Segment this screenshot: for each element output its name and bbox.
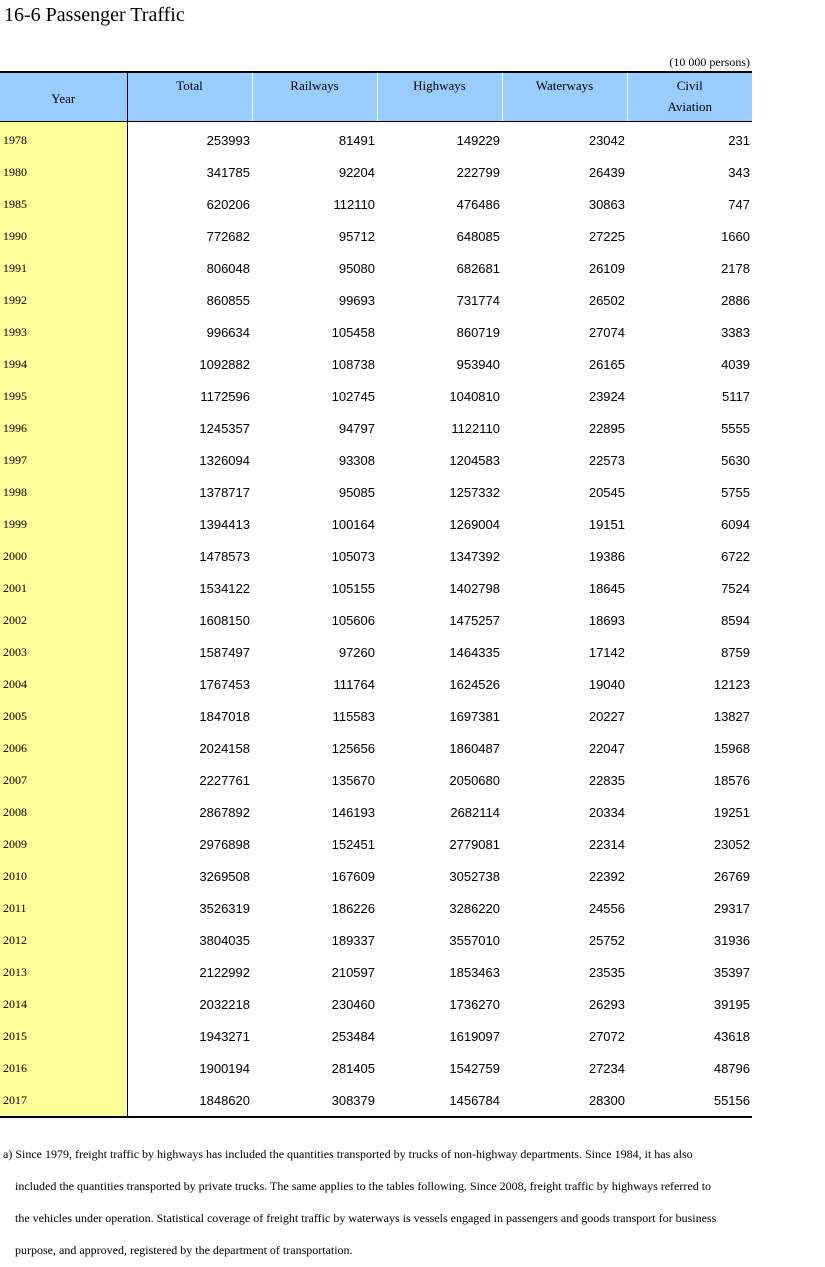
civil-aviation-cell: 55156 — [627, 1084, 752, 1117]
total-cell: 620206 — [206, 196, 250, 212]
waterways-cell: 30863 — [588, 196, 625, 212]
civil-aviation-cell: 23052 — [713, 836, 750, 852]
year-cell: 1998 — [0, 476, 127, 508]
footnote-line: included the quantities transported by private trucks. The same applies to the tables following. Since 2008, freight traffic by highways referred to — [15, 1179, 712, 1193]
civil-aviation-cell: 48796 — [713, 1060, 750, 1076]
table-row — [0, 988, 752, 1020]
table-row — [0, 924, 752, 956]
table-row — [0, 636, 752, 668]
total-cell: 1172596 — [200, 388, 250, 404]
table-header-row — [0, 72, 752, 122]
header-year: Year — [0, 72, 127, 122]
total-cell: 1478573 — [199, 548, 250, 564]
total-cell: 341785 — [206, 164, 250, 180]
header-total: Total — [127, 72, 252, 122]
year-cell: 2004 — [0, 668, 127, 700]
table-row — [0, 892, 752, 924]
total-cell: 1587497 — [199, 644, 250, 660]
highways-cell: 1853463 — [449, 964, 500, 980]
total-cell: 1534122 — [199, 580, 250, 596]
railways-cell: 189337 — [331, 932, 375, 948]
waterways-cell: 18693 — [588, 612, 625, 628]
total-cell: 1378717 — [199, 484, 250, 500]
total-cell: 1245357 — [199, 420, 250, 436]
railways-cell: 115583 — [332, 708, 375, 724]
railways-cell: 230460 — [331, 996, 375, 1012]
railways-cell: 125656 — [331, 740, 375, 756]
year-cell: 1994 — [0, 348, 127, 380]
table-row — [0, 796, 752, 828]
total-cell: 1943271 — [199, 1028, 250, 1044]
table-row — [0, 700, 752, 732]
highways-cell: 1619097 — [449, 1028, 500, 1044]
railways-cell: 95712 — [338, 228, 375, 244]
civil-aviation-cell: 12123 — [713, 676, 750, 692]
railways-cell: 94797 — [338, 420, 375, 436]
waterways-cell: 27234 — [588, 1060, 625, 1076]
total-cell: 996634 — [206, 324, 250, 340]
railways-cell: 135670 — [331, 772, 375, 788]
civil-aviation-cell: 8594 — [721, 612, 750, 628]
total-cell: 1394413 — [199, 516, 250, 532]
waterways-cell: 23924 — [588, 388, 625, 404]
railways-cell: 111764 — [333, 676, 375, 692]
year-cell: 1997 — [0, 444, 127, 476]
highways-cell: 1464335 — [449, 644, 500, 660]
waterways-cell: 26109 — [588, 260, 625, 276]
civil-aviation-cell: 343 — [728, 164, 750, 180]
civil-aviation-cell: 39195 — [713, 996, 750, 1012]
railways-cell: 105073 — [331, 548, 375, 564]
table-body — [0, 122, 752, 1118]
waterways-cell: 26439 — [588, 164, 625, 180]
highways-cell: 2682114 — [450, 804, 500, 820]
civil-aviation-cell: 18576 — [713, 772, 750, 788]
total-cell: 1767453 — [199, 676, 250, 692]
highways-cell: 1269004 — [449, 516, 500, 532]
year-cell: 2015 — [0, 1020, 127, 1052]
railways-cell: 281405 — [331, 1060, 375, 1076]
waterways-cell: 19151 — [588, 516, 625, 532]
highways-cell: 2050680 — [449, 772, 500, 788]
highways-cell: 149229 — [456, 132, 500, 148]
civil-aviation-cell: 1660 — [721, 228, 750, 244]
header-waterways: Waterways — [502, 72, 627, 122]
table-row — [0, 348, 752, 380]
table-row — [0, 1052, 752, 1084]
waterways-cell: 26165 — [588, 356, 625, 372]
civil-aviation-cell: 5755 — [721, 484, 750, 500]
year-cell: 1991 — [0, 252, 127, 284]
waterways-cell: 24556 — [588, 900, 625, 916]
civil-aviation-cell: 8759 — [721, 644, 750, 660]
year-cell: 1992 — [0, 284, 127, 316]
civil-aviation-cell: 2178 — [721, 260, 750, 276]
table-row — [0, 572, 752, 604]
highways-cell: 1542759 — [449, 1060, 500, 1076]
railways-cell: 105155 — [331, 580, 375, 596]
highways-cell: 1860487 — [449, 740, 500, 756]
table-row — [0, 444, 752, 476]
year-cell: 2001 — [0, 572, 127, 604]
waterways-cell: 23535 — [588, 964, 625, 980]
total-cell: 806048 — [206, 260, 250, 276]
highways-cell: 731774 — [456, 292, 500, 308]
year-cell: 1999 — [0, 508, 127, 540]
waterways-cell: 27072 — [588, 1028, 625, 1044]
page-title: 16-6 Passenger Traffic — [4, 4, 185, 26]
table-row — [0, 476, 752, 508]
civil-aviation-cell: 19251 — [713, 804, 750, 820]
waterways-cell: 18645 — [588, 580, 625, 596]
highways-cell: 648085 — [456, 228, 500, 244]
table-row — [0, 252, 752, 284]
year-cell: 2005 — [0, 700, 127, 732]
highways-cell: 1736270 — [449, 996, 500, 1012]
waterways-cell: 22835 — [588, 772, 625, 788]
railways-cell: 167609 — [331, 868, 375, 884]
waterways-cell: 22573 — [588, 452, 625, 468]
railways-cell: 108738 — [331, 356, 375, 372]
footnote-line: a) Since 1979, freight traffic by highways has included the quantities transported by trucks of non-highway departments. Since 1984, it has also — [3, 1147, 693, 1161]
railways-cell: 92204 — [338, 164, 375, 180]
railways-cell: 105606 — [331, 612, 375, 628]
total-cell: 1326094 — [199, 452, 250, 468]
waterways-cell: 22047 — [588, 740, 625, 756]
year-cell: 2006 — [0, 732, 127, 764]
highways-cell: 476486 — [456, 196, 500, 212]
table-row — [0, 1084, 752, 1117]
railways-cell: 210597 — [331, 964, 375, 980]
civil-aviation-cell: 231 — [728, 132, 750, 148]
highways-cell: 1122110 — [451, 420, 500, 436]
year-cell: 1980 — [0, 156, 127, 188]
civil-aviation-cell: 3383 — [721, 324, 750, 340]
railways-cell: 102745 — [331, 388, 375, 404]
railways-cell: 100164 — [331, 516, 375, 532]
railways-cell: 105458 — [331, 324, 375, 340]
year-cell: 1993 — [0, 316, 127, 348]
table-row — [0, 828, 752, 860]
table-row — [0, 540, 752, 572]
table-row — [0, 156, 752, 188]
waterways-cell: 25752 — [588, 932, 625, 948]
table-row — [0, 284, 752, 316]
highways-cell: 1456784 — [377, 1084, 502, 1117]
railways-cell: 253484 — [331, 1028, 375, 1044]
table-row — [0, 764, 752, 796]
railways-cell: 95080 — [338, 260, 375, 276]
table-row — [0, 508, 752, 540]
highways-cell: 953940 — [456, 356, 500, 372]
highways-cell: 1204583 — [449, 452, 500, 468]
total-cell: 3526319 — [199, 900, 250, 916]
railways-cell: 81491 — [338, 132, 375, 148]
year-cell: 2002 — [0, 604, 127, 636]
total-cell: 2867892 — [199, 804, 250, 820]
railways-cell: 152451 — [331, 836, 375, 852]
highways-cell: 3286220 — [449, 900, 500, 916]
table-row — [0, 732, 752, 764]
highways-cell: 2779081 — [449, 836, 500, 852]
year-cell: 2003 — [0, 636, 127, 668]
civil-aviation-cell: 35397 — [713, 964, 750, 980]
footnote-line: purpose, and approved, registered by the department of transportation. — [15, 1243, 353, 1257]
civil-aviation-cell: 2886 — [721, 292, 750, 308]
total-cell: 2227761 — [199, 772, 250, 788]
railways-cell: 99693 — [338, 292, 375, 308]
year-cell: 2009 — [0, 828, 127, 860]
highways-cell: 1697381 — [449, 708, 500, 724]
civil-aviation-cell: 43618 — [713, 1028, 750, 1044]
civil-aviation-cell: 4039 — [721, 356, 750, 372]
civil-aviation-cell: 6722 — [721, 548, 750, 564]
total-cell: 2122992 — [199, 964, 250, 980]
year-cell: 2016 — [0, 1052, 127, 1084]
year-cell: 1996 — [0, 412, 127, 444]
footnote — [3, 1138, 818, 1266]
waterways-cell: 17142 — [588, 644, 625, 660]
highways-cell: 1475257 — [449, 612, 500, 628]
waterways-cell: 20334 — [588, 804, 625, 820]
total-cell: 772682 — [206, 228, 250, 244]
total-cell: 1900194 — [199, 1060, 250, 1076]
waterways-cell: 22392 — [588, 868, 625, 884]
waterways-cell: 27225 — [588, 228, 625, 244]
railways-cell: 95085 — [338, 484, 375, 500]
railways-cell: 186226 — [331, 900, 375, 916]
railways-cell: 112110 — [333, 196, 375, 212]
total-cell: 1848620 — [127, 1084, 252, 1117]
total-cell: 2032218 — [199, 996, 250, 1012]
year-cell: 2000 — [0, 540, 127, 572]
highways-cell: 1040810 — [449, 388, 500, 404]
header-civil-line2: Aviation — [667, 99, 713, 114]
table-row — [0, 380, 752, 412]
railways-cell: 97260 — [338, 644, 375, 660]
year-cell: 2011 — [0, 892, 127, 924]
table-row — [0, 412, 752, 444]
year-cell: 2013 — [0, 956, 127, 988]
civil-aviation-cell: 13827 — [713, 708, 750, 724]
total-cell: 1092882 — [199, 356, 250, 372]
table-row — [0, 124, 752, 156]
unit-label: (10 000 persons) — [669, 55, 750, 69]
highways-cell: 222799 — [456, 164, 500, 180]
waterways-cell: 20545 — [588, 484, 625, 500]
total-cell: 3269508 — [199, 868, 250, 884]
year-cell: 2008 — [0, 796, 127, 828]
waterways-cell: 19040 — [588, 676, 625, 692]
waterways-cell: 26502 — [588, 292, 625, 308]
year-cell: 2007 — [0, 764, 127, 796]
year-cell: 2012 — [0, 924, 127, 956]
civil-aviation-cell: 5630 — [721, 452, 750, 468]
railways-cell: 308379 — [252, 1084, 377, 1117]
waterways-cell: 20227 — [588, 708, 625, 724]
year-cell: 2014 — [0, 988, 127, 1020]
waterways-cell: 26293 — [588, 996, 625, 1012]
waterways-cell: 28300 — [502, 1084, 627, 1117]
highways-cell: 682681 — [456, 260, 500, 276]
total-cell: 860855 — [206, 292, 250, 308]
footnote-line: the vehicles under operation. Statistical coverage of freight traffic by waterways is vessels engaged in passengers and goods transport for business — [15, 1211, 717, 1225]
civil-aviation-cell: 31936 — [713, 932, 750, 948]
year-cell: 2010 — [0, 860, 127, 892]
highways-cell: 1624526 — [449, 676, 500, 692]
table-row — [0, 668, 752, 700]
civil-aviation-cell: 5555 — [721, 420, 750, 436]
year-cell: 2017 — [0, 1084, 127, 1117]
waterways-cell: 22895 — [588, 420, 625, 436]
table-row — [0, 220, 752, 252]
waterways-cell: 19386 — [588, 548, 625, 564]
railways-cell: 93308 — [338, 452, 375, 468]
total-cell: 253993 — [206, 132, 250, 148]
table-row — [0, 604, 752, 636]
railways-cell: 146193 — [331, 804, 375, 820]
header-railways: Railways — [252, 72, 377, 122]
highways-cell: 1347392 — [449, 548, 500, 564]
total-cell: 1608150 — [199, 612, 250, 628]
year-cell: 1990 — [0, 220, 127, 252]
civil-aviation-cell: 29317 — [713, 900, 750, 916]
highways-cell: 860719 — [456, 324, 500, 340]
table-row — [0, 956, 752, 988]
civil-aviation-cell: 6094 — [721, 516, 750, 532]
header-civil-aviation — [627, 72, 752, 122]
civil-aviation-cell: 7524 — [721, 580, 750, 596]
total-cell: 2976898 — [199, 836, 250, 852]
total-cell: 2024158 — [199, 740, 250, 756]
civil-aviation-cell: 15968 — [713, 740, 750, 756]
table-row — [0, 188, 752, 220]
civil-aviation-cell: 5117 — [722, 388, 750, 404]
header-civil-line1: Civil — [676, 78, 703, 93]
header-highways: Highways — [377, 72, 502, 122]
waterways-cell: 27074 — [588, 324, 625, 340]
year-cell: 1978 — [0, 124, 127, 156]
highways-cell: 1257332 — [449, 484, 500, 500]
total-cell: 3804035 — [199, 932, 250, 948]
waterways-cell: 22314 — [588, 836, 625, 852]
table-row — [0, 860, 752, 892]
highways-cell: 3557010 — [449, 932, 500, 948]
table-row — [0, 316, 752, 348]
highways-cell: 3052738 — [449, 868, 500, 884]
year-cell: 1995 — [0, 380, 127, 412]
passenger-traffic-table — [0, 71, 752, 1118]
table-row — [0, 1020, 752, 1052]
civil-aviation-cell: 26769 — [713, 868, 750, 884]
civil-aviation-cell: 747 — [728, 196, 750, 212]
total-cell: 1847018 — [199, 708, 250, 724]
year-cell: 1985 — [0, 188, 127, 220]
waterways-cell: 23042 — [588, 132, 625, 148]
highways-cell: 1402798 — [449, 580, 500, 596]
